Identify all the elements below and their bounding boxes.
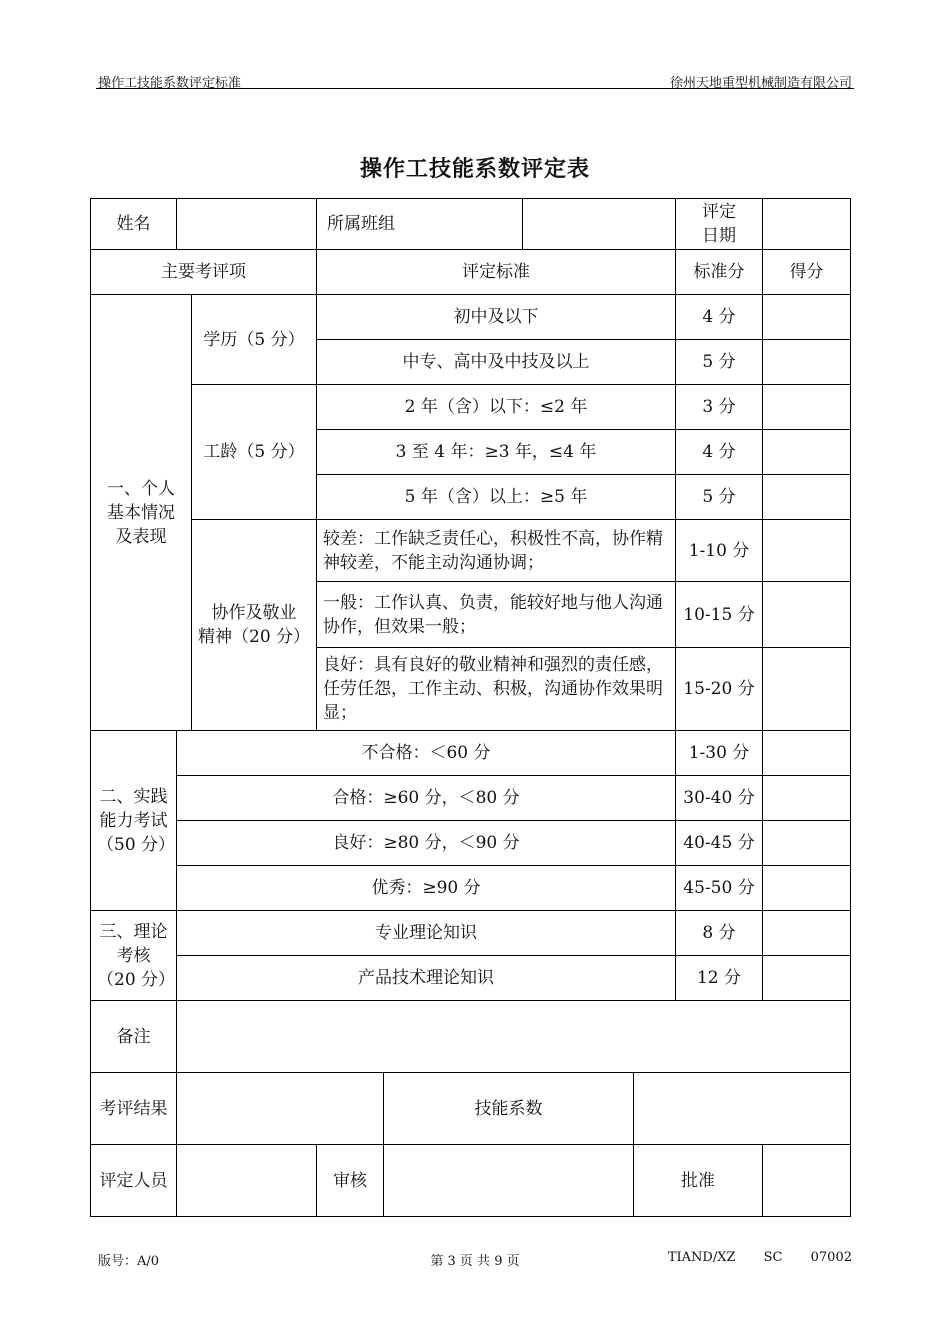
criteria-cell: 2 年（含）以下：≤2 年	[317, 385, 676, 430]
score-field[interactable]	[763, 866, 851, 911]
evaluation-table	[90, 198, 851, 1217]
section1-label-line2: 基本情况	[107, 502, 175, 523]
std-score-cell: 5 分	[676, 475, 763, 520]
criteria-cell: 优秀：≥90 分	[177, 866, 676, 911]
assessor-field[interactable]	[177, 1145, 317, 1217]
review-field[interactable]	[384, 1145, 634, 1217]
header-divider	[96, 88, 854, 89]
score-field[interactable]	[763, 385, 851, 430]
section3-label-line3: （20 分）	[97, 969, 176, 990]
cooperation-label-line2: 精神（20 分）	[198, 627, 311, 647]
criteria-cell: 良好：≥80 分，＜90 分	[177, 821, 676, 866]
section1-label-line3: 及表现	[115, 526, 167, 547]
score-field[interactable]	[763, 956, 851, 1001]
cooperation-label	[192, 520, 317, 731]
criteria-cell: 专业理论知识	[177, 911, 676, 956]
section2-label-line3: （50 分）	[97, 834, 176, 855]
table-row	[91, 385, 851, 430]
std-score-cell: 1-10 分	[676, 520, 763, 582]
table-row	[91, 821, 851, 866]
std-score-cell: 4 分	[676, 295, 763, 340]
table-row	[91, 731, 851, 776]
std-score-cell: 8 分	[676, 911, 763, 956]
group-field[interactable]	[523, 199, 676, 250]
std-score-cell: 45-50 分	[676, 866, 763, 911]
criteria-cell: 初中及以下	[317, 295, 676, 340]
approve-field[interactable]	[763, 1145, 851, 1217]
header-criteria: 评定标准	[317, 250, 676, 295]
table-row	[91, 520, 851, 582]
date-label	[676, 199, 763, 250]
score-field[interactable]	[763, 475, 851, 520]
remarks-row	[91, 1001, 851, 1073]
table-row	[91, 295, 851, 340]
result-label: 考评结果	[91, 1073, 177, 1145]
section3-label	[91, 911, 177, 1001]
header-std-score: 标准分	[676, 250, 763, 295]
criteria-cell: 5 年（含）以上：≥5 年	[317, 475, 676, 520]
section1-label	[91, 295, 192, 731]
score-field[interactable]	[763, 648, 851, 731]
std-score-cell: 30-40 分	[676, 776, 763, 821]
date-label-line2: 日期	[702, 226, 736, 246]
score-field[interactable]	[763, 821, 851, 866]
score-field[interactable]	[763, 731, 851, 776]
table-row	[91, 911, 851, 956]
footer-version: 版号：A/0	[98, 1254, 160, 1269]
remarks-label: 备注	[91, 1001, 177, 1073]
result-row	[91, 1073, 851, 1145]
coefficient-label: 技能系数	[384, 1073, 634, 1145]
std-score-cell: 5 分	[676, 340, 763, 385]
assessor-label: 评定人员	[91, 1145, 177, 1217]
std-score-cell: 15-20 分	[676, 648, 763, 731]
coefficient-field[interactable]	[634, 1073, 851, 1145]
section1-label-line1: 一、个人	[107, 478, 175, 499]
std-score-cell: 4 分	[676, 430, 763, 475]
score-field[interactable]	[763, 582, 851, 648]
std-score-cell: 3 分	[676, 385, 763, 430]
criteria-cell: 较差：工作缺乏责任心，积极性不高，协作精神较差，不能主动沟通协调；	[317, 520, 676, 582]
review-label: 审核	[317, 1145, 384, 1217]
cooperation-label-line1: 协作及敬业	[211, 603, 297, 623]
score-field[interactable]	[763, 430, 851, 475]
section2-label-line1: 二、实践	[99, 786, 168, 807]
score-field[interactable]	[763, 911, 851, 956]
name-field[interactable]	[177, 199, 317, 250]
score-field[interactable]	[763, 776, 851, 821]
std-score-cell: 12 分	[676, 956, 763, 1001]
criteria-cell: 不合格：＜60 分	[177, 731, 676, 776]
name-label: 姓名	[91, 199, 177, 250]
header-item: 主要考评项	[91, 250, 317, 295]
seniority-label: 工龄（5 分）	[192, 385, 317, 520]
section3-label-line1: 三、理论	[99, 921, 168, 942]
score-field[interactable]	[763, 520, 851, 582]
result-field[interactable]	[177, 1073, 384, 1145]
approve-label: 批准	[634, 1145, 763, 1217]
header-doc-title: 操作工技能系数评定标准	[98, 76, 242, 91]
footer-page-number: 第 3 页 共 9 页	[430, 1254, 520, 1269]
criteria-cell: 中专、高中及中技及以上	[317, 340, 676, 385]
signoff-row	[91, 1145, 851, 1217]
date-label-line1: 评定	[702, 202, 736, 222]
score-field[interactable]	[763, 340, 851, 385]
section2-label	[91, 731, 177, 911]
criteria-cell: 产品技术理论知识	[177, 956, 676, 1001]
header-company: 徐州天地重型机械制造有限公司	[669, 76, 852, 91]
criteria-cell: 合格：≥60 分，＜80 分	[177, 776, 676, 821]
group-label: 所属班组	[317, 199, 523, 250]
header-score: 得分	[763, 250, 851, 295]
date-field[interactable]	[763, 199, 851, 250]
criteria-cell: 一般：工作认真、负责，能较好地与他人沟通协作，但效果一般；	[317, 582, 676, 648]
education-label: 学历（5 分）	[192, 295, 317, 385]
section2-label-line2: 能力考试	[99, 810, 168, 831]
page-title: 操作工技能系数评定表	[359, 157, 590, 182]
remarks-field[interactable]	[177, 1001, 851, 1073]
table-header-row	[91, 250, 851, 295]
table-row	[91, 956, 851, 1001]
std-score-cell: 1-30 分	[676, 731, 763, 776]
criteria-cell: 良好：具有良好的敬业精神和强烈的责任感，任劳任怨，工作主动、积极，沟通协作效果明显；	[317, 648, 676, 731]
std-score-cell: 10-15 分	[676, 582, 763, 648]
table-row	[91, 776, 851, 821]
info-row	[91, 199, 851, 250]
score-field[interactable]	[763, 295, 851, 340]
criteria-cell: 3 至 4 年：≥3 年，≤4 年	[317, 430, 676, 475]
table-row	[91, 866, 851, 911]
section3-label-line2: 考核	[116, 945, 151, 966]
std-score-cell: 40-45 分	[676, 821, 763, 866]
footer-doc-code: TIAND/XZ SC 07002	[667, 1250, 852, 1265]
